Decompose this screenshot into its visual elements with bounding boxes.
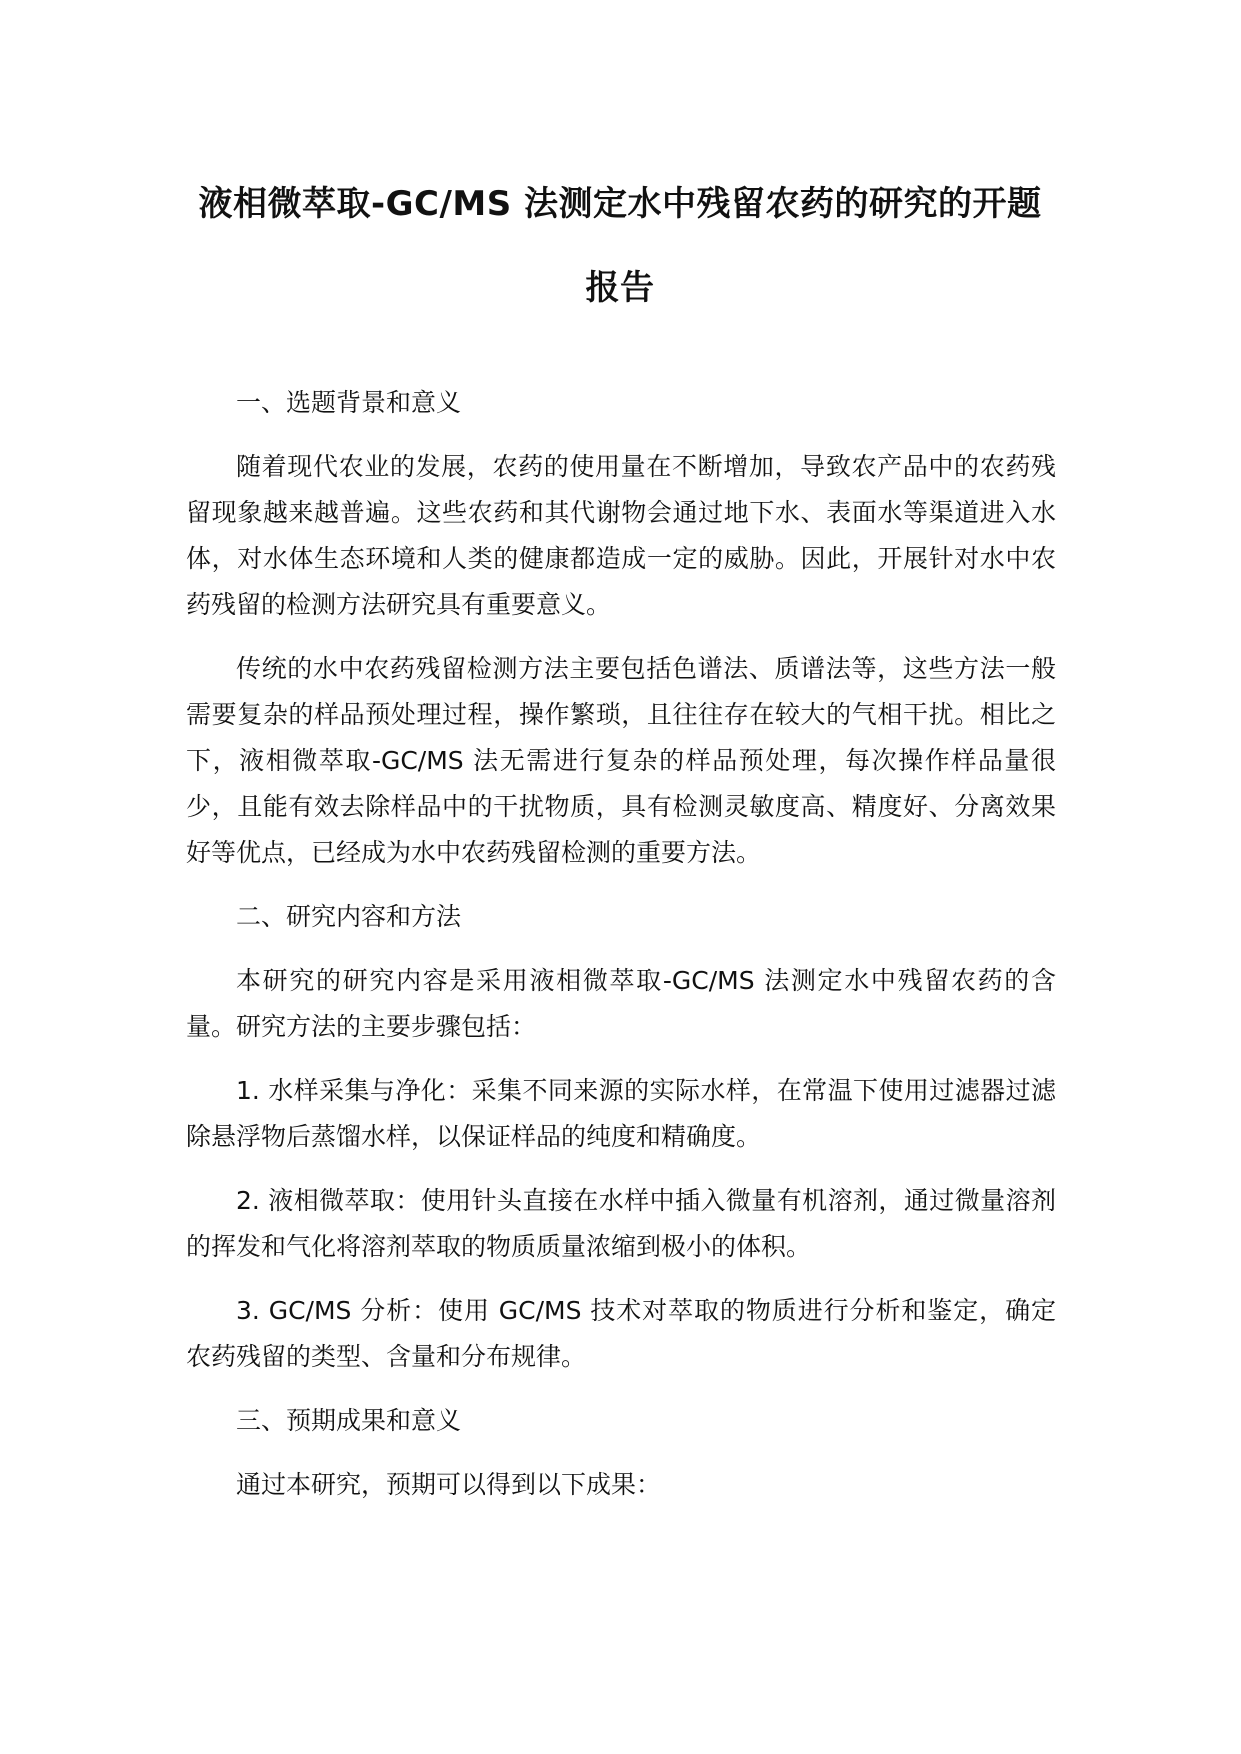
list-item: 1. 水样采集与净化：采集不同来源的实际水样，在常温下使用过滤器过滤除悬浮物后蒸馏水样，以保证样品的纯度和精确度。 [186,1076,1056,1151]
body-paragraph: 传统的水中农药残留检测方法主要包括色谱法、质谱法等，这些方法一般需要复杂的样品预处理过程，操作繁琐，且往往存在较大的气相干扰。相比之下，液相微萃取-GC/MS 法无需进行复杂的样品预处理，每次操作样品量很少，且能有效去除样品中的干扰物质，具有检测灵敏度高、精度好、分离效果好等优点，已经成为水中农药残留检测的重要方法。 [186,654,1056,867]
body-paragraph: 通过本研究，预期可以得到以下成果： [236,1470,662,1499]
document-title: 液相微萃取-GC/MS 法测定水中残留农药的研究的开题报告 [198,184,1042,308]
body-paragraph: 随着现代农业的发展，农药的使用量在不断增加，导致农产品中的农药残留现象越来越普遍。这些农药和其代谢物会通过地下水、表面水等渠道进入水体，对水体生态环境和人类的健康都造成一定的威胁。因此，开展针对水中农药残留的检测方法研究具有重要意义。 [186,452,1056,619]
list-item: 2. 液相微萃取：使用针头直接在水样中插入微量有机溶剂，通过微量溶剂的挥发和气化将溶剂萃取的物质质量浓缩到极小的体积。 [186,1186,1056,1261]
section-heading-expected-results: 三、预期成果和意义 [236,1406,462,1435]
section-heading-background: 一、选题背景和意义 [236,388,462,417]
section-heading-content-method: 二、研究内容和方法 [236,902,462,931]
body-paragraph: 本研究的研究内容是采用液相微萃取-GC/MS 法测定水中残留农药的含量。研究方法的主要步骤包括： [186,966,1056,1041]
list-item: 3. GC/MS 分析：使用 GC/MS 技术对萃取的物质进行分析和鉴定，确定农药残留的类型、含量和分布规律。 [186,1296,1056,1371]
document-body [186,380,1056,1508]
